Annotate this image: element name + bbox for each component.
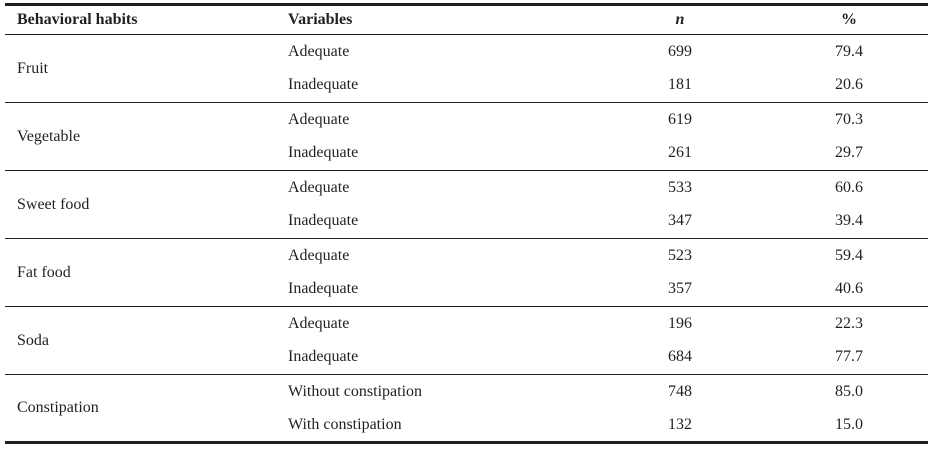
col-header-behavioral-habits: Behavioral habits [17, 11, 138, 28]
percent-cell: 59.4 [835, 246, 863, 264]
habit-group-sweet-food [5, 171, 928, 239]
variable-cell: Adequate [288, 110, 350, 128]
n-cell: 181 [668, 76, 692, 94]
table-row [5, 171, 928, 205]
habit-cell: Fruit [17, 59, 49, 77]
habit-group-constipation [5, 375, 928, 443]
habit-cell: Constipation [17, 399, 99, 416]
percent-cell: 70.3 [835, 110, 863, 128]
n-cell: 523 [668, 246, 692, 264]
percent-cell: 77.7 [835, 348, 863, 366]
table-row [5, 103, 928, 137]
n-cell: 132 [668, 415, 692, 433]
habit-cell: Sweet food [17, 195, 90, 213]
variable-cell: Adequate [288, 178, 350, 196]
percent-cell: 39.4 [835, 212, 863, 230]
col-header-n: n [675, 11, 685, 28]
n-cell: 196 [668, 314, 692, 332]
habit-cell: Soda [17, 331, 49, 349]
n-cell: 619 [668, 110, 692, 128]
variable-cell: Inadequate [288, 212, 359, 230]
table-row [5, 239, 928, 273]
percent-cell: 15.0 [835, 415, 863, 433]
percent-cell: 40.6 [835, 280, 863, 298]
habit-group-soda [5, 307, 928, 375]
col-header-variables: Variables [288, 11, 353, 28]
table-row [5, 307, 928, 341]
habit-group-fat-food [5, 239, 928, 307]
habit-group-fruit [5, 35, 928, 103]
table-row [5, 35, 928, 69]
variable-cell: Inadequate [288, 280, 359, 298]
col-header-percent: % [841, 11, 857, 28]
n-cell: 357 [668, 280, 692, 298]
n-cell: 748 [668, 382, 692, 400]
percent-cell: 79.4 [835, 42, 863, 60]
n-cell: 684 [668, 348, 692, 366]
header-row [5, 5, 928, 35]
variable-cell: Adequate [288, 246, 350, 264]
percent-cell: 29.7 [835, 144, 863, 162]
percent-cell: 20.6 [835, 76, 863, 94]
variable-cell: With constipation [288, 415, 402, 433]
behavioral-habits-table [5, 3, 928, 444]
variable-cell: Without constipation [288, 382, 423, 400]
percent-cell: 60.6 [835, 178, 863, 196]
habit-group-vegetable [5, 103, 928, 171]
percent-cell: 85.0 [835, 382, 863, 400]
percent-cell: 22.3 [835, 314, 863, 332]
variable-cell: Adequate [288, 42, 350, 60]
n-cell: 699 [668, 42, 692, 60]
n-cell: 261 [668, 144, 692, 162]
table-header [5, 5, 928, 35]
n-cell: 347 [668, 212, 692, 230]
variable-cell: Adequate [288, 314, 350, 332]
table-row [5, 375, 928, 409]
variable-cell: Inadequate [288, 144, 359, 162]
n-cell: 533 [668, 178, 692, 196]
habit-cell: Vegetable [17, 127, 81, 145]
habit-cell: Fat food [17, 263, 71, 281]
variable-cell: Inadequate [288, 76, 359, 94]
variable-cell: Inadequate [288, 348, 359, 366]
